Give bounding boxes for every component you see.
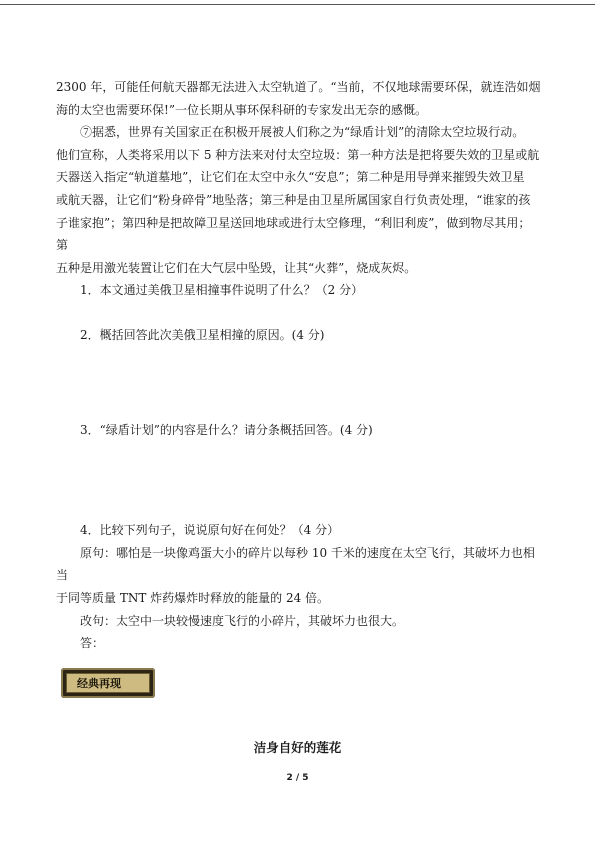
paragraph-line: 2300 年，可能任何航天器都无法进入太空轨道了。“当前，不仅地球需要环保，就连浩如烟 <box>56 80 541 94</box>
paragraph-line: ⑦据悉，世界有关国家正在积极开展被人们称之为“绿盾计划”的清除太空垃圾行动。 <box>80 125 525 140</box>
section-badge-label: 经典再现 <box>66 673 150 693</box>
paragraph-line: 五种是用激光装置让它们在大气层中坠毁，让其“火葬”，烧成灰烬。 <box>56 260 417 275</box>
paragraph-line: 他们宣称，人类将采用以下 5 种方法来对付太空垃圾：第一种方法是把将要失效的卫星或航 <box>56 147 540 162</box>
question-1: 1．本文通过美俄卫星相撞事件说明了什么？（2 分） <box>80 283 364 298</box>
question-4: 4．比较下列句子，说说原句好在何处？（4 分） <box>80 523 340 538</box>
question-2: 2．概括回答此次美俄卫星相撞的原因。(4 分) <box>80 327 325 342</box>
paragraph-line: 子谁家抱”；第四种是把故障卫星送回地球或进行太空修理，“利旧利废”，做到物尽其用；第 <box>56 215 531 253</box>
page-number: 2 / 5 <box>286 773 309 783</box>
section-title: 洁身自好的莲花 <box>253 740 342 755</box>
answer-label: 答： <box>80 636 105 651</box>
answer-space-3 <box>56 441 542 519</box>
question-3: 3．“绿盾计划”的内容是什么？请分条概括回答。(4 分) <box>80 422 373 437</box>
answer-space-2 <box>56 347 542 419</box>
section-badge <box>61 668 155 698</box>
modified-sentence: 改句：太空中一块较慢速度飞行的小碎片，其破坏力也很大。 <box>80 613 405 628</box>
paragraph-line: 海的太空也需要环保!”一位长期从事环保科研的专家发出无奈的感慨。 <box>56 102 427 117</box>
original-sentence-cont: 于同等质量 TNT 炸药爆炸时释放的能量的 24 倍。 <box>56 590 330 605</box>
top-rule <box>0 4 595 5</box>
paragraph-line: 天器送入指定“轨道墓地”，让它们在太空中永久“安息”；第二种是用导弹来摧毁失效卫星 <box>56 170 525 185</box>
original-sentence: 原句：哪怕是一块像鸡蛋大小的碎片以每秒 10 千米的速度在太空飞行，其破坏力也相当 <box>56 545 535 583</box>
answer-space-1 <box>56 302 542 324</box>
document-body <box>56 76 542 655</box>
paragraph-line: 或航天器，让它们“粉身碎骨”地坠落；第三种是由卫星所属国家自行负责处理，“谁家的孩 <box>56 192 531 207</box>
